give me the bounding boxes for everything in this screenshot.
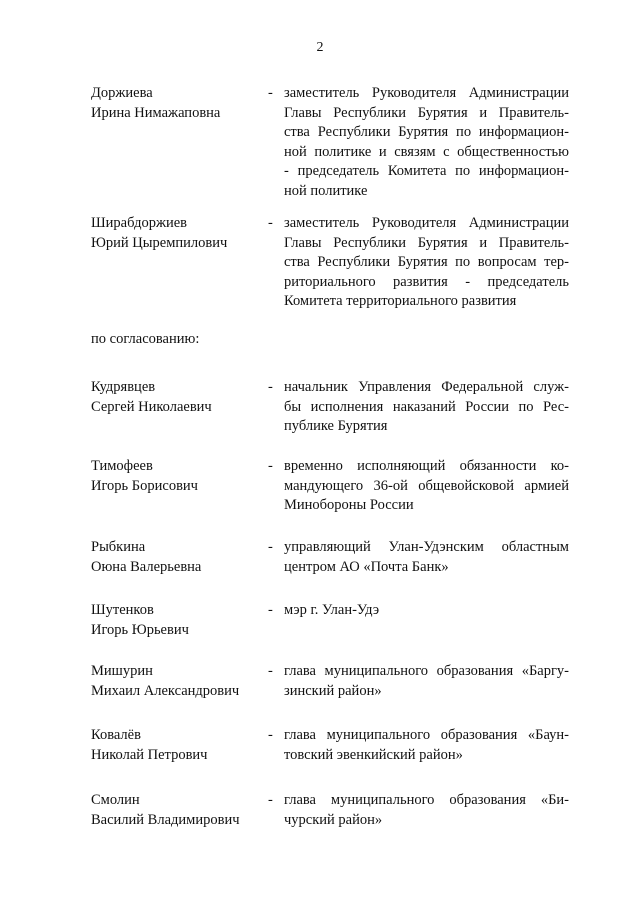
position-line: глава муниципального образования «Би- — [284, 792, 569, 808]
position-line: начальник Управления Федеральной служ- — [284, 379, 569, 395]
member-dash: - — [268, 792, 273, 808]
position-line: товский эвенкийский район» — [284, 746, 463, 763]
member-name — [91, 378, 261, 417]
member-position — [284, 84, 569, 201]
member-given-name: Сергей Николаевич — [91, 398, 212, 415]
position-line: Комитета территориального развития — [284, 293, 517, 309]
member-surname: Ковалёв — [91, 727, 141, 743]
member-position — [284, 538, 569, 577]
member-surname: Рыбкина — [91, 539, 146, 555]
position-line: Главы Республики Бурятия и Правитель- — [284, 104, 569, 121]
position-line: заместитель Руководителя Администрации — [284, 215, 569, 231]
member-given-name: Ирина Нимажаповна — [91, 104, 221, 121]
member-name — [91, 662, 261, 701]
member-given-name: Василий Владимирович — [91, 811, 240, 828]
position-line: ной политике — [284, 182, 368, 199]
member-surname: Тимофеев — [91, 458, 153, 474]
member-dash: - — [268, 727, 273, 743]
member-dash: - — [268, 539, 273, 555]
member-dash: - — [268, 602, 273, 618]
position-line: ной политике и связям с общественностью — [284, 143, 569, 160]
member-surname: Смолин — [91, 792, 140, 808]
section-label: по согласованию: — [91, 331, 200, 347]
member-dash: - — [268, 379, 273, 395]
position-line: бы исполнения наказаний России по Рес- — [284, 398, 569, 415]
position-line: управляющий Улан-Удэнским областным — [284, 539, 569, 555]
position-line: зинский район» — [284, 682, 382, 699]
position-line: публике Бурятия — [284, 418, 388, 434]
member-dash: - — [268, 215, 273, 231]
member-given-name: Николай Петрович — [91, 746, 208, 763]
member-given-name: Михаил Александрович — [91, 682, 240, 699]
position-line: Главы Республики Бурятия и Правитель- — [284, 234, 569, 251]
member-surname: Мишурин — [91, 663, 153, 679]
member-given-name: Игорь Борисович — [91, 477, 198, 494]
position-line: временно исполняющий обязанности ко- — [284, 458, 569, 474]
position-line: глава муниципального образования «Баргу- — [284, 663, 569, 679]
member-name — [91, 791, 261, 830]
member-position — [284, 457, 569, 516]
member-surname: Ширабдоржиев — [91, 215, 188, 231]
position-line: заместитель Руководителя Администрации — [284, 85, 569, 101]
member-position — [284, 378, 569, 437]
member-name — [91, 214, 261, 253]
member-given-name: Оюна Валерьевна — [91, 558, 202, 575]
position-line: мэр г. Улан-Удэ — [284, 602, 380, 618]
page-number: 2 — [316, 40, 324, 55]
member-surname: Доржиева — [91, 85, 153, 101]
position-line: Минобороны России — [284, 497, 414, 513]
member-dash: - — [268, 663, 273, 679]
member-dash: - — [268, 458, 273, 474]
member-given-name: Игорь Юрьевич — [91, 621, 189, 638]
member-name — [91, 726, 261, 765]
member-name — [91, 84, 261, 123]
member-dash: - — [268, 85, 273, 101]
position-line: - председатель Комитета по информацион- — [284, 163, 569, 179]
member-name — [91, 457, 261, 496]
member-name — [91, 538, 261, 577]
member-surname: Кудрявцев — [91, 379, 156, 395]
member-position — [284, 791, 569, 830]
position-line: ства Республики Бурятия по вопросам тер- — [284, 254, 569, 270]
position-line: чурский район» — [284, 811, 383, 828]
position-line: мандующего 36-ой общевойсковой армией — [284, 477, 569, 494]
member-name — [91, 601, 261, 640]
member-position — [284, 662, 569, 701]
position-line: центром АО «Почта Банк» — [284, 558, 449, 575]
member-given-name: Юрий Цыремпилович — [91, 234, 228, 251]
position-line: ства Республики Бурятия по информацион- — [284, 124, 569, 140]
position-line: риториального развития - председатель — [284, 273, 569, 290]
member-position — [284, 726, 569, 765]
member-surname: Шутенков — [91, 602, 154, 618]
position-line: глава муниципального образования «Баун- — [284, 727, 569, 743]
member-position — [284, 601, 569, 621]
member-position — [284, 214, 569, 312]
